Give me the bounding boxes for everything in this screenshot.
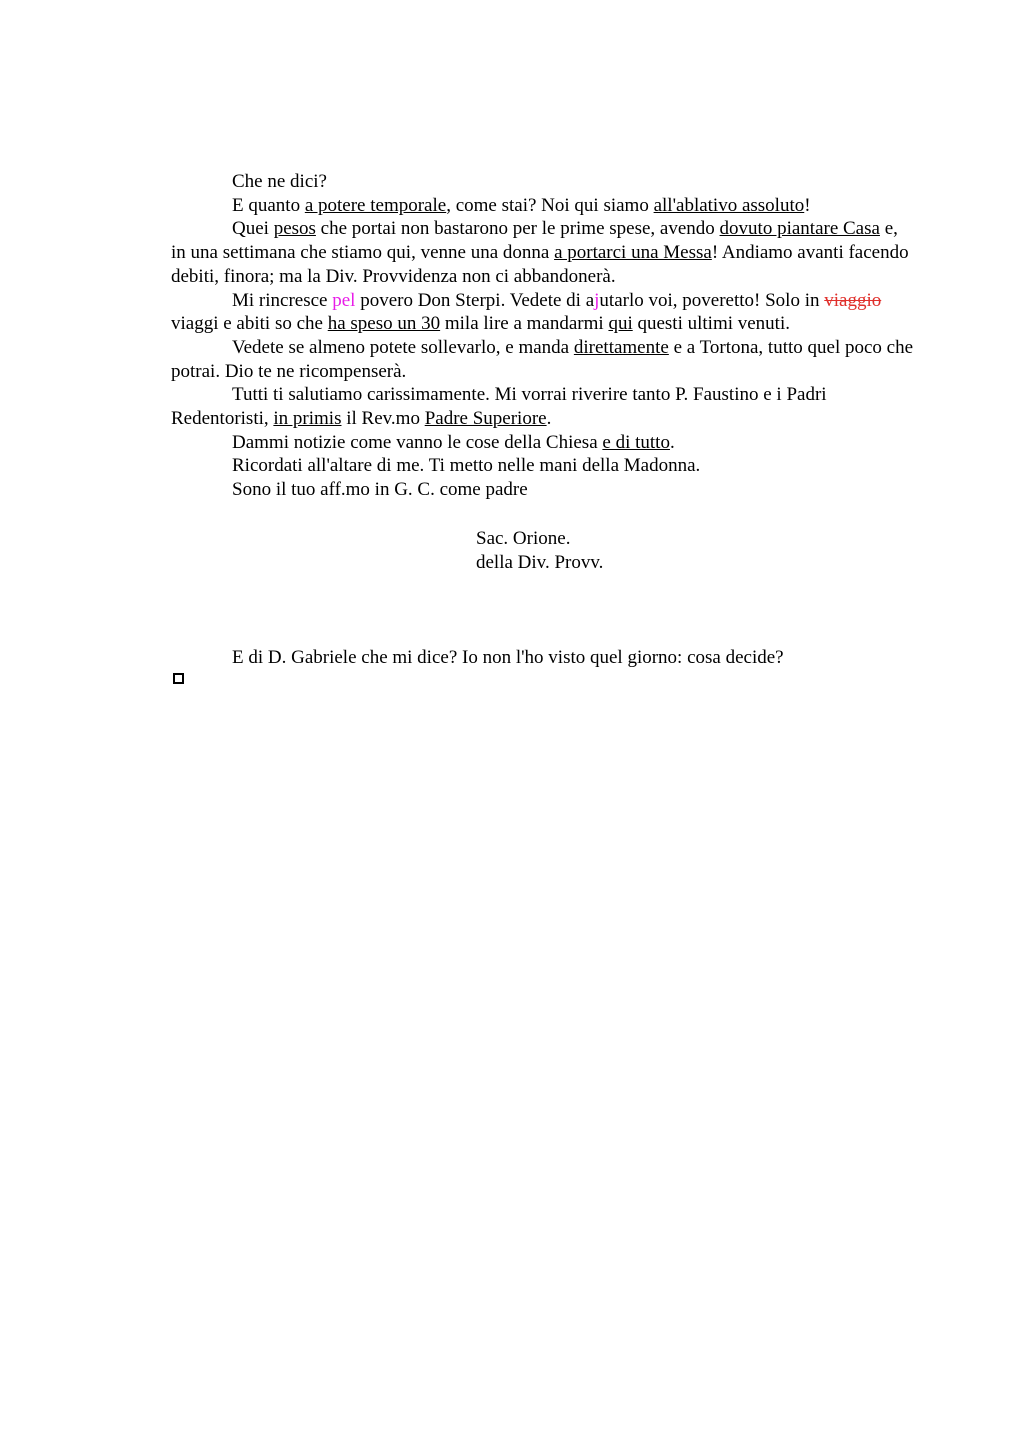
p3-text-1: Quei	[232, 218, 274, 240]
p7-underlined-1: e di tutto	[602, 431, 670, 453]
p4-inserted-1: pel	[332, 289, 356, 311]
p6-underlined-2: Padre Superiore	[424, 408, 547, 430]
p4-text-6: questi ultimi venuti.	[632, 313, 790, 335]
p6-text-2: il Rev.mo	[341, 408, 425, 430]
square-outline-icon	[173, 673, 184, 684]
p2-underlined-1: a potere temporale	[304, 194, 447, 216]
p3-underlined-2: dovuto piantare Casa	[719, 218, 880, 240]
p4-inserted-2: j	[594, 289, 600, 311]
p6-text-3: .	[546, 408, 552, 430]
postscript-text: E di D. Gabriele che mi dice? Io non l'ho visto quel giorno: cosa decide?	[232, 647, 784, 668]
paragraph-5	[171, 336, 916, 383]
p4-underlined-2: qui	[608, 313, 633, 335]
p4-underlined-1: ha speso un 30	[327, 313, 441, 335]
p4-text-4: viaggi e abiti so che	[171, 313, 328, 335]
p6-text-1: Tutti ti salutiamo carissimamente. Mi vorrai riverire tanto P. Faustino e i Padri Redentoristi,	[171, 384, 827, 430]
p4-text-1: Mi rincresce	[232, 289, 333, 311]
p6-underlined-1: in primis	[273, 408, 342, 430]
paragraph-6	[171, 383, 916, 430]
p3-text-2: che portai non bastarono per le prime spese, avendo	[315, 218, 720, 240]
p3-text-4: ! Andiamo avanti facendo debiti, finora; ma la Div. Provvidenza non ci abbandonerà.	[171, 242, 909, 287]
letter-body	[171, 170, 916, 502]
p4-text-5: mila lire a mandarmi	[440, 313, 609, 335]
signature-name: Sac. Orione.	[476, 528, 571, 549]
paragraph-4	[171, 289, 916, 336]
p3-underlined-1: pesos	[273, 218, 316, 240]
p4-text-2: povero Don Sterpi. Vedete di a	[355, 289, 595, 311]
p7-text-2: .	[669, 431, 675, 453]
p4-deleted-1: viaggio	[824, 289, 882, 311]
p2-text-1: E quanto	[232, 194, 305, 216]
p5-text-1: Vedete se almeno potete sollevarlo, e manda	[232, 336, 574, 358]
signature-block	[476, 527, 603, 574]
p2-underlined-2: all'ablativo assoluto	[653, 194, 805, 216]
p5-underlined-1: direttamente	[573, 336, 669, 358]
p2-text-3: !	[804, 194, 811, 216]
p3-underlined-3: a portarci una Messa	[554, 242, 712, 264]
p3-text-3: e, in una settimana che stiamo qui, venne una donna	[171, 218, 898, 264]
p4-text-3: utarlo voi, poveretto! Solo in	[599, 289, 825, 311]
paragraph-3	[171, 217, 916, 288]
postscript	[171, 646, 916, 670]
p5-text-2: e a Tortona, tutto quel poco che potrai. Dio te ne ricompenserà.	[171, 336, 914, 382]
p7-text-1: Dammi notizie come vanno le cose della Chiesa	[232, 431, 603, 453]
paragraph-7	[171, 431, 916, 455]
paragraph-9-closing: Sono il tuo aff.mo in G. C. come padre	[232, 479, 528, 501]
p2-text-2: , come stai? Noi qui siamo	[446, 194, 654, 216]
signature-title: della Div. Provv.	[476, 551, 604, 573]
paragraph-8: Ricordati all'altare di me. Ti metto nelle mani della Madonna.	[232, 455, 701, 477]
paragraph-1: Che ne dici?	[232, 171, 327, 192]
paragraph-2	[171, 194, 916, 218]
